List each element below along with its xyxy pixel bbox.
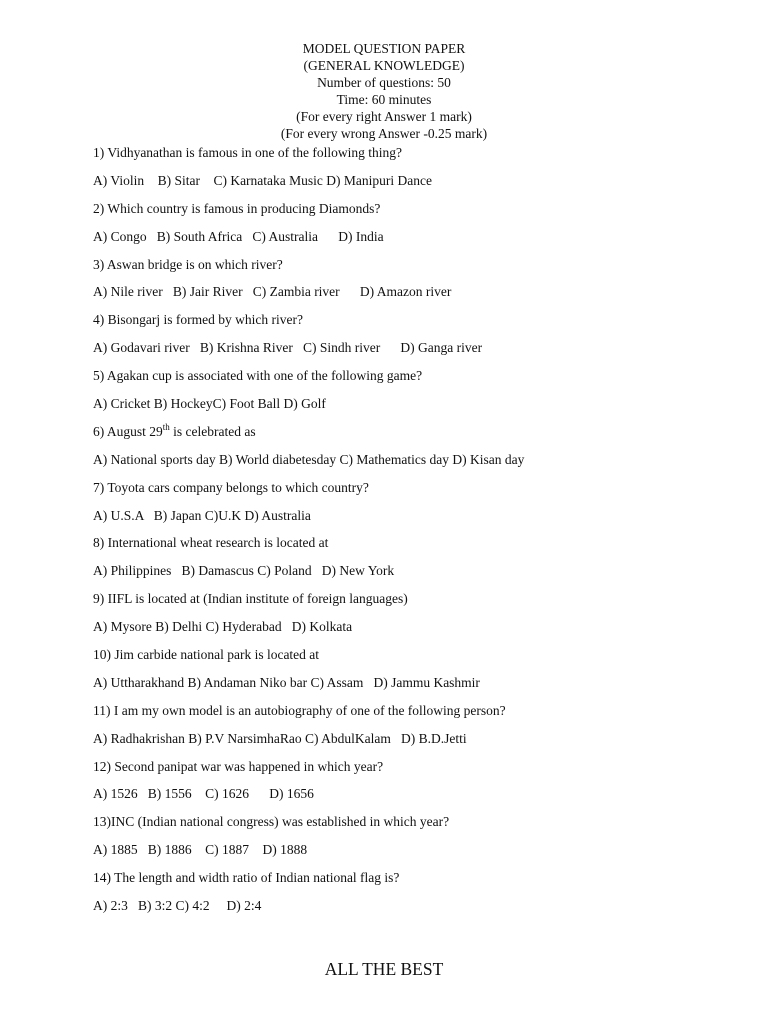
answer-options: A) 1885 B) 1886 C) 1887 D) 1888 — [93, 842, 308, 858]
wrong-answer-marking: (For every wrong Answer -0.25 mark) — [280, 126, 488, 141]
question-text: 8) International wheat research is located at — [93, 535, 329, 551]
right-answer-marking: (For every right Answer 1 mark) — [296, 109, 472, 124]
question-text: 1) Vidhyanathan is famous in one of the following thing? — [93, 145, 403, 160]
question-text: 2) Which country is famous in producing Diamonds? — [93, 200, 381, 216]
question-text: 4) Bisongarj is formed by which river? — [93, 312, 303, 328]
question-text: 10) Jim carbide national park is located at — [93, 647, 320, 663]
question-text: 9) IIFL is located at (Indian institute of foreign languages) — [93, 591, 408, 607]
answer-options: A) Godavari river B) Krishna River C) Sindh river D) Ganga river — [93, 340, 483, 356]
answer-options: A) Radhakrishan B) P.V NarsimhaRao C) AbdulKalam D) B.D.Jetti — [93, 730, 467, 746]
answer-options: A) Uttharakhand B) Andaman Niko bar C) Assam D) Jammu Kashmir — [93, 674, 480, 690]
answer-options: A) Congo B) South Africa C) Australia D) India — [93, 228, 384, 244]
question-text: 3) Aswan bridge is on which river? — [93, 256, 283, 272]
question-list — [93, 144, 753, 925]
question-count: Number of questions: 50 — [317, 75, 451, 90]
question-text: 12) Second panipat war was happened in which year? — [93, 758, 384, 774]
time-limit: Time: 60 minutes — [336, 92, 432, 107]
question-text-end: is celebrated as — [169, 423, 256, 439]
paper-title: MODEL QUESTION PAPER — [302, 41, 466, 56]
answer-options: A) U.S.A B) Japan C)U.K D) Australia — [93, 507, 311, 523]
answer-options: A) Mysore B) Delhi C) Hyderabad D) Kolkata — [93, 619, 353, 635]
question-text: 5) Agakan cup is associated with one of the following game? — [93, 368, 423, 384]
answer-options: A) Nile river B) Jair River C) Zambia river D) Amazon river — [93, 284, 452, 300]
question-text: 11) I am my own model is an autobiography of one of the following person? — [93, 702, 506, 718]
question-text: 14) The length and width ratio of Indian national flag is? — [93, 870, 400, 886]
question-text: 7) Toyota cars company belongs to which country? — [93, 479, 369, 495]
answer-options: A) 1526 B) 1556 C) 1626 D) 1656 — [93, 786, 314, 802]
closing-message: ALL THE BEST — [324, 959, 444, 979]
ordinal-suffix: th — [162, 421, 170, 432]
paper-subtitle: (GENERAL KNOWLEDGE) — [303, 58, 465, 73]
answer-options: A) Cricket B) HockeyC) Foot Ball D) Golf — [93, 396, 326, 412]
question-text: 13)INC (Indian national congress) was established in which year? — [93, 814, 450, 830]
answer-options: A) 2:3 B) 3:2 C) 4:2 D) 2:4 — [93, 898, 262, 914]
paper-header — [0, 40, 768, 142]
question-text-start: 6) August 29 — [93, 423, 163, 439]
answer-options: A) National sports day B) World diabetesday C) Mathematics day D) Kisan day — [93, 451, 525, 467]
answer-options: A) Philippines B) Damascus C) Poland D) New York — [93, 563, 395, 579]
question-text — [93, 423, 753, 451]
answer-options: A) Violin B) Sitar C) Karnataka Music D) Manipuri Dance — [93, 172, 432, 188]
